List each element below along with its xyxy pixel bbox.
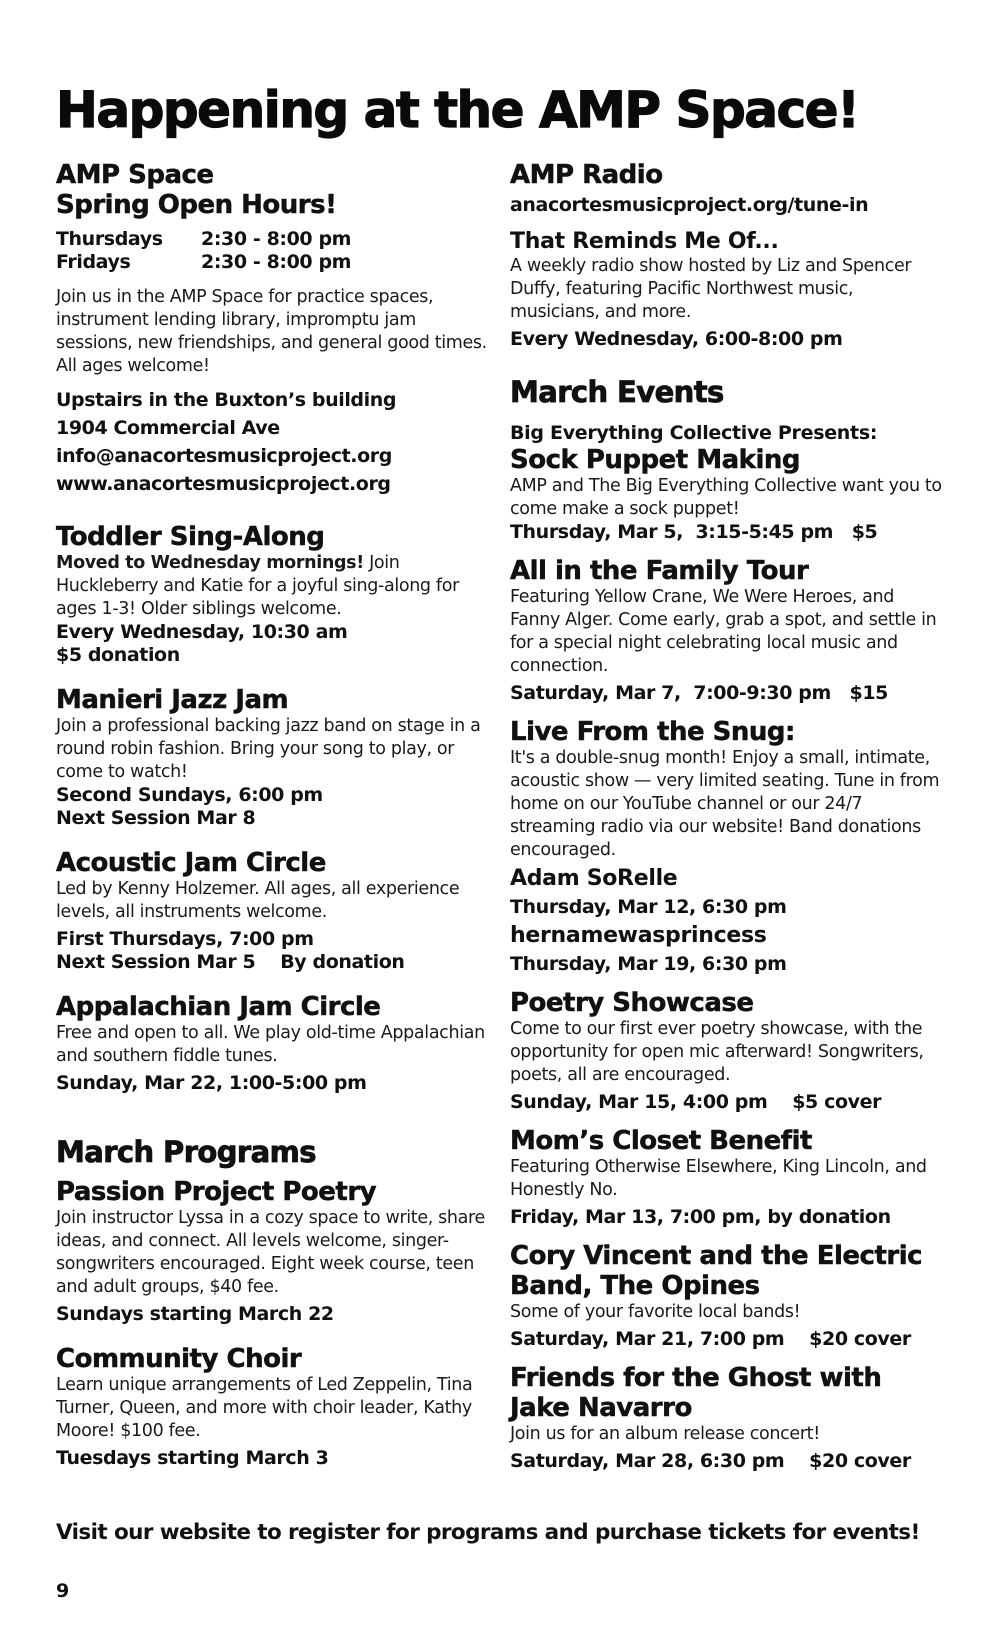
event-description: Featuring Yellow Crane, We Were Heroes, and Fanny Alger. Come early, grab a spot, and settle in for a special night celebrating local music and connection.	[510, 587, 937, 676]
event-description: It's a double-snug month! Enjoy a small, intimate, acoustic show — very limited seating. Tune in from home on our YouTube channel or our 24/7 streaming radio via our website! Band donations encouraged.	[510, 748, 940, 860]
event-schedule: Friday, Mar 13, 7:00 pm, by donation	[510, 1206, 891, 1228]
event-schedule: Saturday, Mar 21, 7:00 pm $20 cover	[510, 1328, 911, 1350]
program-title: Toddler Sing-Along	[56, 522, 325, 552]
event-presenter: Big Everything Collective Presents:	[510, 422, 878, 444]
program-community-choir	[56, 1344, 488, 1470]
amp-radio-section	[510, 160, 946, 351]
program-title: Manieri Jazz Jam	[56, 685, 289, 715]
program-acoustic-jam-circle	[56, 848, 488, 974]
event-title: Sock Puppet Making	[510, 445, 800, 475]
march-events-section	[510, 375, 946, 1473]
event-description: Featuring Otherwise Elsewhere, King Lincoln, and Honestly No.	[510, 1157, 927, 1200]
program-description: Led by Kenny Holzemer. All ages, all experience levels, all instruments welcome.	[56, 879, 460, 922]
program-schedule: First Thursdays, 7:00 pm	[56, 928, 314, 950]
program-manieri-jazz-jam	[56, 685, 488, 830]
program-next-session: Next Session Mar 5 By donation	[56, 951, 405, 973]
address-text: 1904 Commercial Ave	[56, 417, 280, 439]
hours-table	[56, 228, 488, 274]
hours-time: 2:30 - 8:00 pm	[201, 251, 352, 273]
event-description: AMP and The Big Everything Collective want you to come make a sock puppet!	[510, 476, 942, 519]
event-description: Come to our first ever poetry showcase, with the opportunity for open mic afterward! Songwriters, poets, all are encouraged.	[510, 1019, 924, 1085]
program-description: Join instructor Lyssa in a cozy space to write, share ideas, and connect. All levels welcome, singer-songwriters encouraged. Eight week course, teen and adult groups, $40 fee.	[56, 1208, 485, 1297]
event-cory-vincent	[510, 1241, 946, 1351]
event-schedule: Thursday, Mar 5, 3:15-5:45 pm $5	[510, 521, 878, 543]
hours-day: Fridays	[56, 251, 131, 273]
right-column	[510, 160, 946, 1473]
event-moms-closet-benefit	[510, 1126, 946, 1229]
event-title: All in the Family Tour	[510, 556, 809, 586]
open-hours-description: Join us in the AMP Space for practice spaces, instrument lending library, impromptu jam sessions, new friendships, and general good times. All ages welcome!	[56, 287, 487, 376]
program-appalachian-jam-circle	[56, 992, 488, 1095]
hours-time: 2:30 - 8:00 pm	[201, 228, 352, 250]
email-link[interactable]: info@anacortesmusicproject.org	[56, 445, 392, 467]
amp-radio-heading: AMP Radio	[510, 160, 663, 190]
event-schedule: Sunday, Mar 15, 4:00 pm $5 cover	[510, 1091, 882, 1113]
program-description: Free and open to all. We play old-time Appalachian and southern fiddle tunes.	[56, 1023, 485, 1066]
event-title: Poetry Showcase	[510, 988, 754, 1018]
event-description: Some of your favorite local bands!	[510, 1302, 801, 1322]
radio-url-link[interactable]: anacortesmusicproject.org/tune-in	[510, 194, 869, 216]
program-lead: Moved to Wednesday mornings!	[56, 553, 364, 573]
event-poetry-showcase	[510, 988, 946, 1114]
program-schedule: Every Wednesday, 10:30 am	[56, 621, 348, 643]
program-title: Acoustic Jam Circle	[56, 848, 326, 878]
program-toddler-sing-along	[56, 522, 488, 667]
program-schedule: Sunday, Mar 22, 1:00-5:00 pm	[56, 1072, 367, 1094]
program-price: $5 donation	[56, 644, 180, 666]
event-title: Mom’s Closet Benefit	[510, 1126, 812, 1156]
program-title: Appalachian Jam Circle	[56, 992, 381, 1022]
location-text: Upstairs in the Buxton’s building	[56, 389, 397, 411]
program-passion-project-poetry	[56, 1177, 488, 1326]
performer-schedule: Thursday, Mar 19, 6:30 pm	[510, 953, 787, 975]
event-schedule: Saturday, Mar 7, 7:00-9:30 pm $15	[510, 682, 888, 704]
event-title: Cory Vincent and the Electric Band, The Opines	[510, 1241, 923, 1301]
event-title: Friends for the Ghost with Jake Navarro	[510, 1363, 882, 1423]
footer-call-to-action: Visit our website to register for programs and purchase tickets for events!	[56, 1520, 920, 1545]
open-hours-section	[56, 160, 488, 498]
performer-name: Adam SoRelle	[510, 866, 678, 891]
program-schedule: Second Sundays, 6:00 pm	[56, 784, 323, 806]
page-title: Happening at the AMP Space!	[56, 81, 859, 139]
program-title: Passion Project Poetry	[56, 1177, 377, 1207]
hours-day: Thursdays	[56, 228, 163, 250]
event-schedule: Saturday, Mar 28, 6:30 pm $20 cover	[510, 1450, 911, 1472]
program-description: Join a professional backing jazz band on stage in a round robin fashion. Bring your song to play, or come to watch!	[56, 716, 481, 782]
hours-row	[56, 228, 488, 251]
website-link[interactable]: www.anacortesmusicproject.org	[56, 473, 391, 495]
program-description: Learn unique arrangements of Led Zeppelin, Tina Turner, Queen, and more with choir leader, Kathy Moore! $100 fee.	[56, 1375, 473, 1441]
event-sock-puppet	[510, 421, 946, 544]
performer-name: hernamewasprincess	[510, 923, 767, 948]
event-title: Live From the Snug:	[510, 717, 795, 747]
hours-row	[56, 251, 488, 274]
open-hours-heading-line1: AMP Space	[56, 160, 214, 190]
march-programs-section	[56, 1135, 488, 1470]
event-friends-for-the-ghost	[510, 1363, 946, 1473]
program-description: Moved to Wednesday mornings! Join Huckleberry and Katie for a joyful sing-along for ages 1-3! Older siblings welcome.	[56, 553, 459, 619]
event-live-from-the-snug	[510, 717, 946, 976]
march-events-heading: March Events	[510, 375, 724, 409]
radio-show-description: A weekly radio show hosted by Liz and Spencer Duffy, featuring Pacific Northwest music, musicians, and more.	[510, 256, 912, 322]
program-schedule: Sundays starting March 22	[56, 1303, 334, 1325]
event-description: Join us for an album release concert!	[510, 1424, 820, 1444]
open-hours-heading-line2: Spring Open Hours!	[56, 190, 337, 220]
left-column	[56, 160, 488, 1470]
program-title: Community Choir	[56, 1344, 302, 1374]
page-number: 9	[56, 1580, 70, 1602]
radio-show-title: That Reminds Me Of...	[510, 229, 779, 254]
program-schedule: Tuesdays starting March 3	[56, 1447, 329, 1469]
radio-show-schedule: Every Wednesday, 6:00-8:00 pm	[510, 328, 843, 350]
march-programs-heading: March Programs	[56, 1135, 316, 1169]
program-next-session: Next Session Mar 8	[56, 807, 256, 829]
event-family-tour	[510, 556, 946, 705]
performer-schedule: Thursday, Mar 12, 6:30 pm	[510, 896, 787, 918]
